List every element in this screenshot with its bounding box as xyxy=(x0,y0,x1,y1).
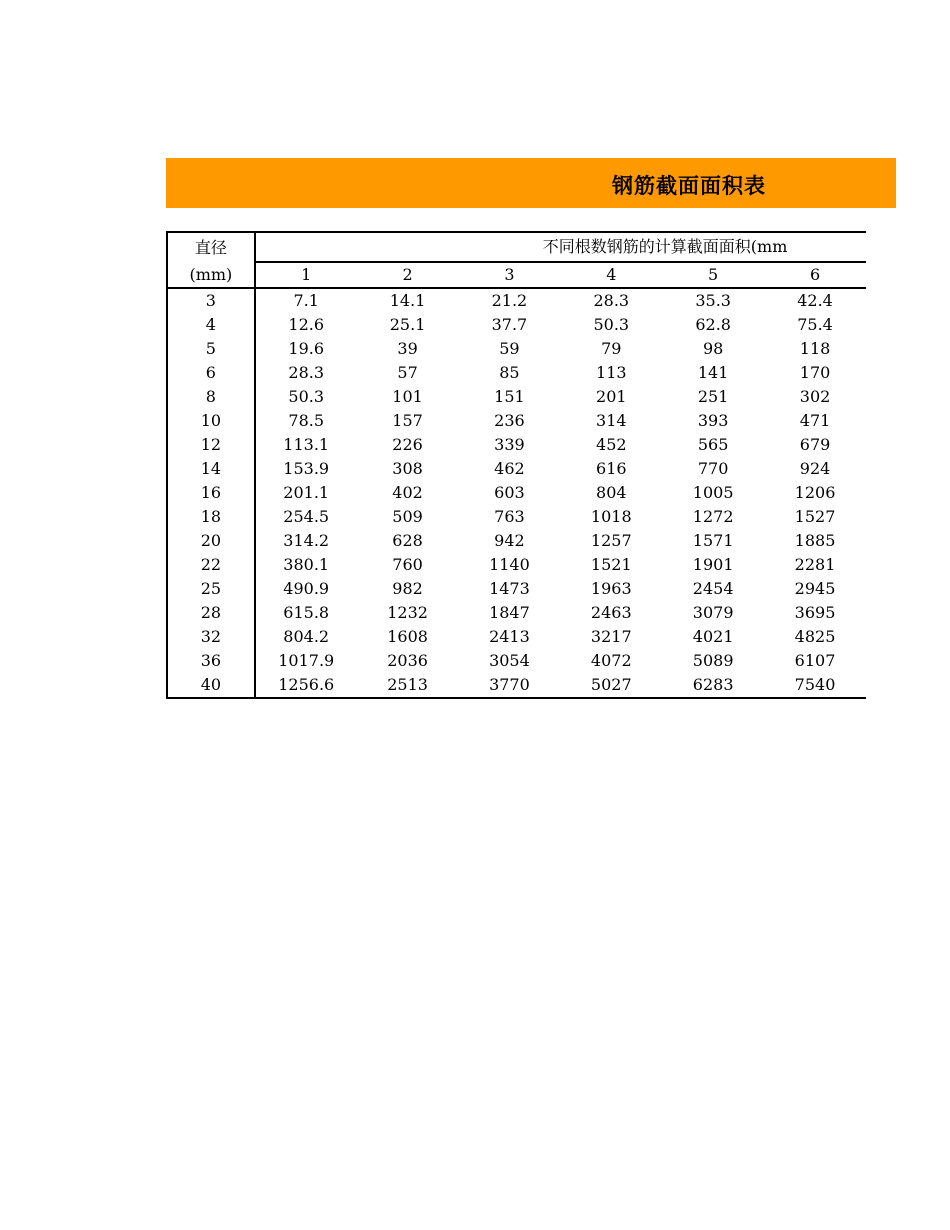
table-row xyxy=(167,433,866,457)
count-header: 4 xyxy=(560,262,662,288)
area-cell: 2036 xyxy=(387,651,428,670)
diameter-cell: 28 xyxy=(167,601,255,625)
header-row-top xyxy=(167,232,866,262)
area-cell: 1847 xyxy=(489,603,530,622)
area-cell: 101 xyxy=(392,387,423,406)
diameter-cell: 12 xyxy=(167,433,255,457)
area-cell: 151 xyxy=(494,387,525,406)
area-cell: 770 xyxy=(697,459,729,478)
area-cell: 1017.9 xyxy=(278,651,335,670)
area-cell: 3217 xyxy=(590,627,632,646)
area-cell: 1018 xyxy=(590,507,632,526)
area-cell: 490.9 xyxy=(283,579,330,598)
table-row xyxy=(167,577,866,601)
area-cell: 5027 xyxy=(560,673,662,698)
area-cell: 462 xyxy=(494,459,525,478)
table-row xyxy=(167,649,866,673)
area-cell: 615.8 xyxy=(283,603,330,622)
area-cell: 314.2 xyxy=(283,531,330,550)
diameter-cell: 16 xyxy=(167,481,255,505)
area-cell: 141 xyxy=(697,363,729,382)
area-cell: 509 xyxy=(392,507,423,526)
area-cell: 1901 xyxy=(692,555,734,574)
diameter-cell: 10 xyxy=(167,409,255,433)
area-cell: 6283 xyxy=(662,673,764,698)
area-cell: 3770 xyxy=(459,673,561,698)
area-cell: 201.1 xyxy=(283,483,330,502)
area-group-header: 不同根数钢筋的计算截面面积(mm xyxy=(255,232,866,262)
area-cell: 1963 xyxy=(590,579,632,598)
area-cell: 6107 xyxy=(794,651,836,670)
area-cell: 50.3 xyxy=(593,315,630,334)
area-cell: 4021 xyxy=(692,627,734,646)
table-row xyxy=(167,673,866,698)
count-header: 5 xyxy=(662,262,764,288)
area-cell: 226 xyxy=(392,435,423,454)
area-cell: 2945 xyxy=(794,579,836,598)
area-cell: 942 xyxy=(494,531,525,550)
area-cell: 2513 xyxy=(357,673,459,698)
diameter-header: 直径 xyxy=(167,232,255,262)
table-title: 钢筋截面面积表 xyxy=(612,173,766,198)
area-cell: 3079 xyxy=(692,603,734,622)
area-cell: 37.7 xyxy=(491,315,528,334)
diameter-unit-header: (mm) xyxy=(167,262,255,288)
diameter-cell: 3 xyxy=(167,288,255,313)
area-cell: 14.1 xyxy=(389,291,426,310)
area-cell: 57 xyxy=(397,363,418,382)
area-cell: 59 xyxy=(499,339,520,358)
area-cell: 7.1 xyxy=(293,291,319,310)
area-cell: 1232 xyxy=(387,603,428,622)
area-cell: 157 xyxy=(392,411,423,430)
area-cell: 1608 xyxy=(387,627,428,646)
diameter-cell: 22 xyxy=(167,553,255,577)
table-row xyxy=(167,601,866,625)
title-bar xyxy=(166,158,896,208)
area-cell: 28.3 xyxy=(288,363,325,382)
area-cell: 1571 xyxy=(692,531,734,550)
area-cell: 254.5 xyxy=(283,507,330,526)
area-cell: 380.1 xyxy=(283,555,330,574)
area-cell: 1473 xyxy=(489,579,530,598)
area-cell: 4825 xyxy=(794,627,836,646)
area-cell: 3054 xyxy=(489,651,530,670)
area-cell: 471 xyxy=(799,411,831,430)
diameter-cell: 6 xyxy=(167,361,255,385)
area-cell: 3695 xyxy=(794,603,836,622)
table-body xyxy=(167,288,866,698)
area-cell: 339 xyxy=(494,435,525,454)
area-cell: 39 xyxy=(397,339,418,358)
count-header: 6 xyxy=(764,262,866,288)
area-cell: 603 xyxy=(494,483,525,502)
area-cell: 7540 xyxy=(764,673,866,698)
area-cell: 62.8 xyxy=(695,315,731,334)
area-cell: 251 xyxy=(697,387,729,406)
area-cell: 302 xyxy=(799,387,831,406)
count-header: 1 xyxy=(255,262,357,288)
area-cell: 1005 xyxy=(692,483,734,502)
area-cell: 565 xyxy=(697,435,729,454)
area-cell: 314 xyxy=(596,411,627,430)
diameter-cell: 14 xyxy=(167,457,255,481)
area-cell: 982 xyxy=(392,579,423,598)
area-cell: 924 xyxy=(799,459,831,478)
area-cell: 25.1 xyxy=(389,315,426,334)
area-cell: 393 xyxy=(697,411,729,430)
diameter-cell: 20 xyxy=(167,529,255,553)
area-cell: 804.2 xyxy=(283,627,330,646)
table-row xyxy=(167,625,866,649)
area-cell: 2454 xyxy=(692,579,734,598)
area-cell: 19.6 xyxy=(288,339,325,358)
area-cell: 98 xyxy=(702,339,724,358)
table-container xyxy=(166,231,836,701)
area-cell: 2463 xyxy=(590,603,632,622)
table-row xyxy=(167,288,866,313)
table-row xyxy=(167,481,866,505)
area-cell: 2413 xyxy=(489,627,530,646)
area-cell: 153.9 xyxy=(283,459,330,478)
area-cell: 616 xyxy=(596,459,627,478)
area-cell: 2281 xyxy=(794,555,836,574)
area-cell: 628 xyxy=(392,531,423,550)
area-cell: 236 xyxy=(494,411,525,430)
area-cell: 402 xyxy=(392,483,423,502)
diameter-cell: 5 xyxy=(167,337,255,361)
table-row xyxy=(167,457,866,481)
area-cell: 12.6 xyxy=(288,315,325,334)
area-cell: 1140 xyxy=(489,555,530,574)
area-cell: 170 xyxy=(799,363,831,382)
area-cell: 201 xyxy=(596,387,627,406)
table-row xyxy=(167,409,866,433)
area-cell: 79 xyxy=(601,339,622,358)
table-row xyxy=(167,553,866,577)
area-cell: 308 xyxy=(392,459,423,478)
diameter-cell: 40 xyxy=(167,673,255,698)
table-row xyxy=(167,361,866,385)
area-cell: 1272 xyxy=(692,507,734,526)
area-cell: 42.4 xyxy=(797,291,833,310)
diameter-cell: 8 xyxy=(167,385,255,409)
diameter-cell: 32 xyxy=(167,625,255,649)
area-cell: 452 xyxy=(596,435,627,454)
area-cell: 760 xyxy=(392,555,423,574)
diameter-cell: 18 xyxy=(167,505,255,529)
rebar-area-table xyxy=(166,231,866,699)
area-cell: 5089 xyxy=(692,651,734,670)
area-cell: 35.3 xyxy=(695,291,731,310)
area-cell: 75.4 xyxy=(797,315,833,334)
table-row xyxy=(167,385,866,409)
area-cell: 78.5 xyxy=(288,411,325,430)
area-cell: 763 xyxy=(494,507,525,526)
area-cell: 1257 xyxy=(590,531,632,550)
area-cell: 679 xyxy=(799,435,831,454)
table-row xyxy=(167,529,866,553)
area-cell: 1521 xyxy=(590,555,632,574)
area-cell: 85 xyxy=(499,363,520,382)
area-cell: 50.3 xyxy=(288,387,325,406)
table-row xyxy=(167,337,866,361)
area-cell: 1885 xyxy=(794,531,836,550)
table-row xyxy=(167,313,866,337)
area-cell: 28.3 xyxy=(593,291,630,310)
header-row-counts xyxy=(167,262,866,288)
diameter-cell: 4 xyxy=(167,313,255,337)
count-header: 2 xyxy=(357,262,459,288)
table-row xyxy=(167,505,866,529)
area-cell: 1527 xyxy=(794,507,836,526)
area-cell: 118 xyxy=(799,339,831,358)
count-header: 3 xyxy=(459,262,561,288)
area-cell: 113 xyxy=(596,363,627,382)
area-cell: 4072 xyxy=(590,651,632,670)
diameter-cell: 25 xyxy=(167,577,255,601)
area-cell: 21.2 xyxy=(491,291,528,310)
area-cell: 1256.6 xyxy=(255,673,357,698)
area-cell: 113.1 xyxy=(283,435,330,454)
diameter-cell: 36 xyxy=(167,649,255,673)
area-cell: 1206 xyxy=(794,483,836,502)
area-cell: 804 xyxy=(596,483,627,502)
